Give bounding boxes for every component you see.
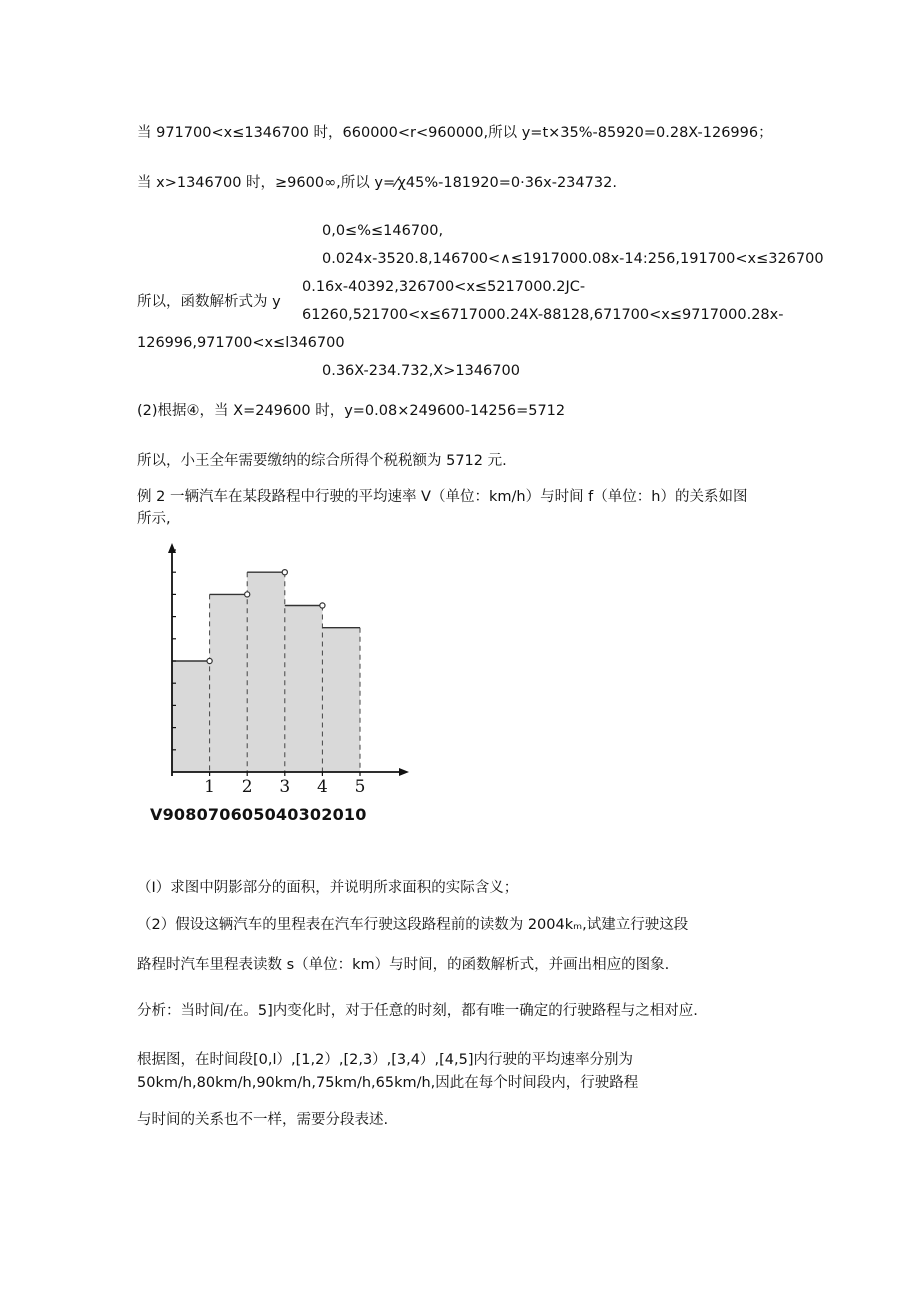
question-2: （2）假设这辆汽车的里程表在汽车行驶这段路程前的读数为 2004kₘ,试建立行驶这段 — [137, 917, 689, 933]
open-endpoint-1 — [207, 658, 212, 663]
open-endpoint-2 — [245, 592, 250, 597]
speed-time-chart — [145, 538, 420, 808]
open-endpoint-4 — [320, 603, 325, 608]
bar-2 — [210, 594, 248, 772]
text-line-1: 当 971700<x≤1346700 时，660000<r<960000,所以 y=t×35%-85920=0.28X-126996； — [137, 125, 773, 141]
text-line-2: 当 x>1346700 时，≥9600∞,所以 y=⁄χ45%-181920=0·36x-234732. — [137, 175, 617, 191]
example-2-heading: 例 2 一辆汽车在某段路程中行驶的平均速率 V（单位：km/h）与时间 f（单位：h）的关系如图 — [137, 489, 748, 505]
function-label: 所以，函数解析式为 y — [137, 294, 281, 310]
x-tick-label: 2 — [241, 777, 253, 797]
piecewise-case-6: 0.36X-234.732,X>1346700 — [322, 363, 520, 379]
x-tick-label: 4 — [316, 777, 328, 797]
bar-3 — [247, 572, 285, 772]
analysis-line-4: 与时间的关系也不一样，需要分段表述. — [137, 1112, 389, 1128]
bar-1 — [172, 661, 210, 772]
piecewise-case-1: 0,0≤%≤146700, — [322, 223, 444, 239]
chart-svg — [145, 538, 420, 808]
example-2-heading-cont: 所示, — [137, 511, 171, 527]
analysis-line-2: 根据图，在时间段[0,l）,[1,2）,[2,3）,[3,4）,[4,5]内行驶的平均速率分别为 — [137, 1052, 633, 1068]
x-axis-arrow — [399, 768, 409, 776]
y-axis-arrow — [168, 543, 176, 553]
figure-caption: V908070605040302010 — [150, 805, 367, 824]
piecewise-case-2: 0.024x-3520.8,146700<∧≤1917000.08x-14:256,191700<x≤326700 — [322, 251, 824, 267]
piecewise-case-5: 126996,971700<x≤l346700 — [137, 335, 345, 351]
bar-5 — [322, 628, 360, 772]
x-tick-label: 3 — [279, 777, 291, 797]
question-1: （I）求图中阴影部分的面积，并说明所求面积的实际含义； — [137, 880, 519, 896]
bar-4 — [285, 606, 323, 773]
piecewise-case-3: 0.16x-40392,326700<x≤5217000.2JC- — [302, 279, 586, 295]
x-tick-label: 1 — [204, 777, 216, 797]
x-tick-label: 5 — [354, 777, 366, 797]
text-line-answer: 所以，小王全年需要缴纳的综合所得个税税额为 5712 元. — [137, 453, 507, 469]
piecewise-case-4: 61260,521700<x≤6717000.24X-88128,671700<x≤9717000.28x- — [302, 307, 784, 323]
question-2-cont: 路程时汽车里程表读数 s（单位：km）与时间，的函数解析式，并画出相应的图象. — [137, 957, 670, 973]
analysis-line: 分析：当时间/在。5]内变化时，对于任意的时刻，都有唯一确定的行驶路程与之相对应. — [137, 1003, 698, 1019]
analysis-line-3: 50km/h,80km/h,90km/h,75km/h,65km/h,因此在每个时间段内，行驶路程 — [137, 1075, 639, 1091]
open-endpoint-3 — [282, 570, 287, 575]
text-line-part2: (2)根据④，当 X=249600 时，y=0.08×249600-14256=5712 — [137, 403, 566, 419]
